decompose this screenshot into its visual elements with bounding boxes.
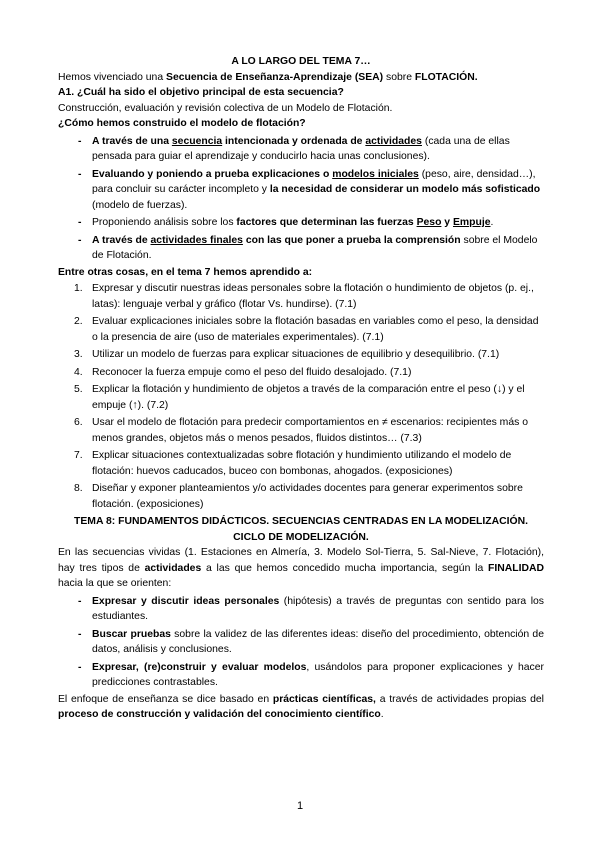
list-item: - Proponiendo análisis sobre los factores que determinan las fuerzas Peso y Empuje. [58, 215, 544, 231]
page-content [58, 54, 544, 723]
activity-types-list [58, 594, 544, 691]
list-item: 2. Evaluar explicaciones iniciales sobre la flotación basadas en variables como el peso, la densidad o la presencia de aire (uso de materiales experimentales). (7.1) [74, 316, 539, 343]
list-item: - A través de actividades finales con las que poner a prueba la comprensión sobre el Modelo de Flotación. [58, 233, 544, 264]
page-number: 1 [296, 800, 304, 812]
list-item: 5. Explicar la flotación y hundimiento de objetos a través de la comparación entre el peso (↓) y el empuje (↑). (7.2) [74, 384, 525, 411]
construction-list [58, 134, 544, 264]
list-item: - Buscar pruebas sobre la validez de las diferentes ideas: diseño del procedimiento, obtención de datos, análisis y conclusiones. [58, 627, 544, 658]
list-item: - Expresar y discutir ideas personales (hipótesis) a través de preguntas con sentido para los estudiantes. [58, 594, 544, 625]
page-title: A LO LARGO DEL TEMA 7… [231, 56, 371, 67]
list-item: 6. Usar el modelo de flotación para predecir comportamientos en ≠ escenarios: recipientes más o menos grandes, objetos más o menos pesados, fluidos distintos… (7.3) [74, 417, 528, 444]
sequences-paragraph: En las secuencias vividas (1. Estaciones en Almería, 3. Modelo Sol-Tierra, 5. Sal-Nieve, 7. Flotación), hay tres tipos de actividades a las que hemos concedido mucha importancia, según la FINALIDAD hacia la que se orienten: [58, 547, 544, 589]
list-item: - Expresar, (re)construir y evaluar modelos, usándolos para proponer explicaciones y hacer predicciones contrastables. [58, 660, 544, 691]
answer-a1: Construcción, evaluación y revisión colectiva de un Modelo de Flotación. [58, 102, 393, 114]
list-item: - Evaluando y poniendo a prueba explicaciones o modelos iniciales (peso, aire, densidad…), para concluir su carácter incompleto y la necesidad de considerar un modelo más sofisticado (modelo de fuerzas). [58, 167, 544, 214]
final-paragraph: El enfoque de enseñanza se dice basado en prácticas científicas, a través de actividades propias del proceso de construcción y validación del conocimiento científico. [58, 693, 544, 720]
list-item: - A través de una secuencia intencionada y ordenada de actividades (cada una de ellas pensada para guiar el aprendizaje y conducirlo hacia unas conclusiones). [58, 134, 544, 165]
question-a1: A1. ¿Cuál ha sido el objetivo principal de esta secuencia? [58, 87, 344, 98]
list-item: 7. Explicar situaciones contextualizadas sobre flotación y hundimiento utilizando el modelo de flotación: huevos caducados, buceo con bombonas, ahogados. (exposiciones) [74, 450, 512, 477]
tema8-heading: TEMA 8: FUNDAMENTOS DIDÁCTICOS. SECUENCIAS CENTRADAS EN LA MODELIZACIÓN. CICLO DE MODELIZACIÓN. [74, 516, 528, 543]
question-model: ¿Cómo hemos construido el modelo de flotación? [58, 118, 306, 129]
list-item: 1. Expresar y discutir nuestras ideas personales sobre la flotación o hundimiento de objetos (p. ej., latas): lenguaje verbal y gráfico (flotar Vs. hundirse). (7.1) [74, 283, 534, 310]
list-item: 3. Utilizar un modelo de fuerzas para explicar situaciones de equilibrio y desequilibrio. (7.1) [74, 349, 500, 360]
learned-heading: Entre otras cosas, en el tema 7 hemos aprendido a: [58, 266, 313, 278]
learned-list [58, 281, 544, 512]
list-item: 8. Diseñar y exponer planteamientos y/o actividades docentes para generar experimentos sobre flotación. (exposiciones) [74, 483, 523, 510]
list-item: 4. Reconocer la fuerza empuje como el peso del fluido desalojado. (7.1) [74, 366, 412, 378]
intro-paragraph: Hemos vivenciado una Secuencia de Enseñanza-Aprendizaje (SEA) sobre FLOTACIÓN. [58, 71, 478, 83]
